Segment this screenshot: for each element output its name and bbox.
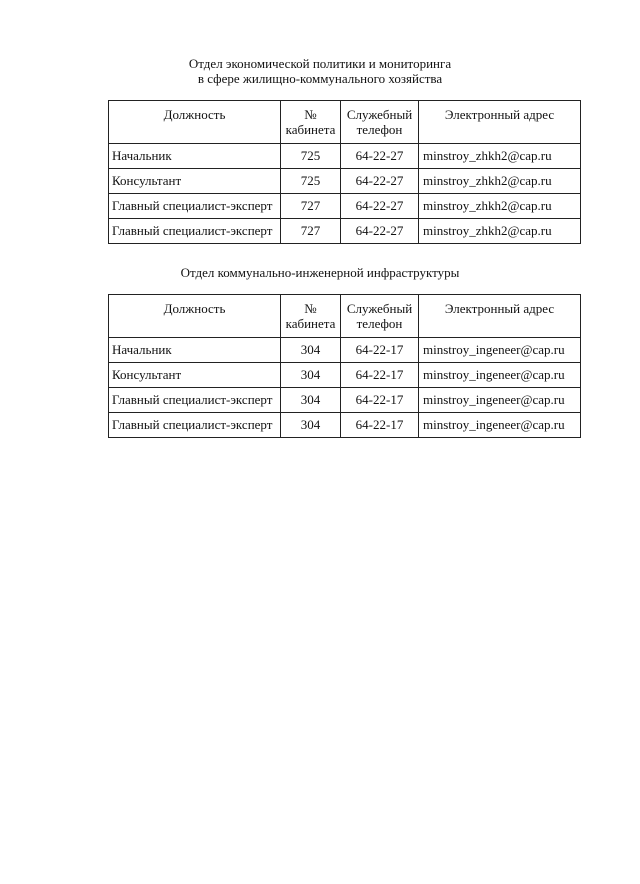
cell-email: minstroy_ingeneer@cap.ru: [419, 413, 581, 438]
cell-email: minstroy_zhkh2@cap.ru: [419, 219, 581, 244]
header-phone: [341, 295, 419, 338]
table-header-row: [109, 101, 581, 144]
cell-position: Начальник: [109, 144, 281, 169]
staff-table: [108, 100, 581, 244]
department-title-line: Отдел коммунально-инженерной инфраструктуры: [180, 265, 460, 280]
cell-phone: 64-22-27: [341, 169, 419, 194]
header-email: Электронный адрес: [419, 295, 581, 338]
department-title: [0, 265, 640, 280]
table-row: [109, 388, 581, 413]
cell-position: Главный специалист-эксперт: [109, 219, 281, 244]
cell-room: 304: [281, 388, 341, 413]
cell-email: minstroy_ingeneer@cap.ru: [419, 388, 581, 413]
cell-phone: 64-22-17: [341, 363, 419, 388]
cell-position: Начальник: [109, 338, 281, 363]
department-title: [0, 56, 640, 86]
cell-phone: 64-22-27: [341, 194, 419, 219]
header-phone: [341, 101, 419, 144]
table-row: [109, 169, 581, 194]
cell-position: Главный специалист-эксперт: [109, 413, 281, 438]
cell-position: Главный специалист-эксперт: [109, 194, 281, 219]
table-row: [109, 219, 581, 244]
cell-email: minstroy_zhkh2@cap.ru: [419, 144, 581, 169]
cell-room: 727: [281, 194, 341, 219]
table-row: [109, 144, 581, 169]
cell-phone: 64-22-17: [341, 413, 419, 438]
cell-email: minstroy_ingeneer@cap.ru: [419, 363, 581, 388]
header-room: [281, 101, 341, 144]
header-room-line: №: [304, 107, 317, 122]
cell-email: minstroy_ingeneer@cap.ru: [419, 338, 581, 363]
cell-room: 727: [281, 219, 341, 244]
cell-position: Консультант: [109, 363, 281, 388]
department-title-line: в сфере жилищно-коммунального хозяйства: [197, 71, 443, 86]
cell-room: 304: [281, 363, 341, 388]
header-phone-line: телефон: [356, 316, 403, 331]
cell-phone: 64-22-27: [341, 219, 419, 244]
header-position: Должность: [109, 101, 281, 144]
cell-phone: 64-22-17: [341, 388, 419, 413]
cell-phone: 64-22-17: [341, 338, 419, 363]
header-phone-line: Служебный: [346, 107, 413, 122]
staff-table: [108, 294, 581, 438]
cell-room: 725: [281, 144, 341, 169]
cell-position: Главный специалист-эксперт: [109, 388, 281, 413]
cell-email: minstroy_zhkh2@cap.ru: [419, 169, 581, 194]
header-phone-line: Служебный: [346, 301, 413, 316]
table-row: [109, 194, 581, 219]
table-row: [109, 338, 581, 363]
table-header-row: [109, 295, 581, 338]
cell-room: 304: [281, 413, 341, 438]
table-row: [109, 363, 581, 388]
header-room-line: №: [304, 301, 317, 316]
cell-room: 304: [281, 338, 341, 363]
header-position: Должность: [109, 295, 281, 338]
cell-room: 725: [281, 169, 341, 194]
header-room-line: кабинета: [285, 316, 336, 331]
cell-email: minstroy_zhkh2@cap.ru: [419, 194, 581, 219]
cell-position: Консультант: [109, 169, 281, 194]
header-room: [281, 295, 341, 338]
header-email: Электронный адрес: [419, 101, 581, 144]
department-title-line: Отдел экономической политики и мониторинга: [188, 56, 452, 71]
cell-phone: 64-22-27: [341, 144, 419, 169]
header-room-line: кабинета: [285, 122, 336, 137]
table-row: [109, 413, 581, 438]
header-phone-line: телефон: [356, 122, 403, 137]
